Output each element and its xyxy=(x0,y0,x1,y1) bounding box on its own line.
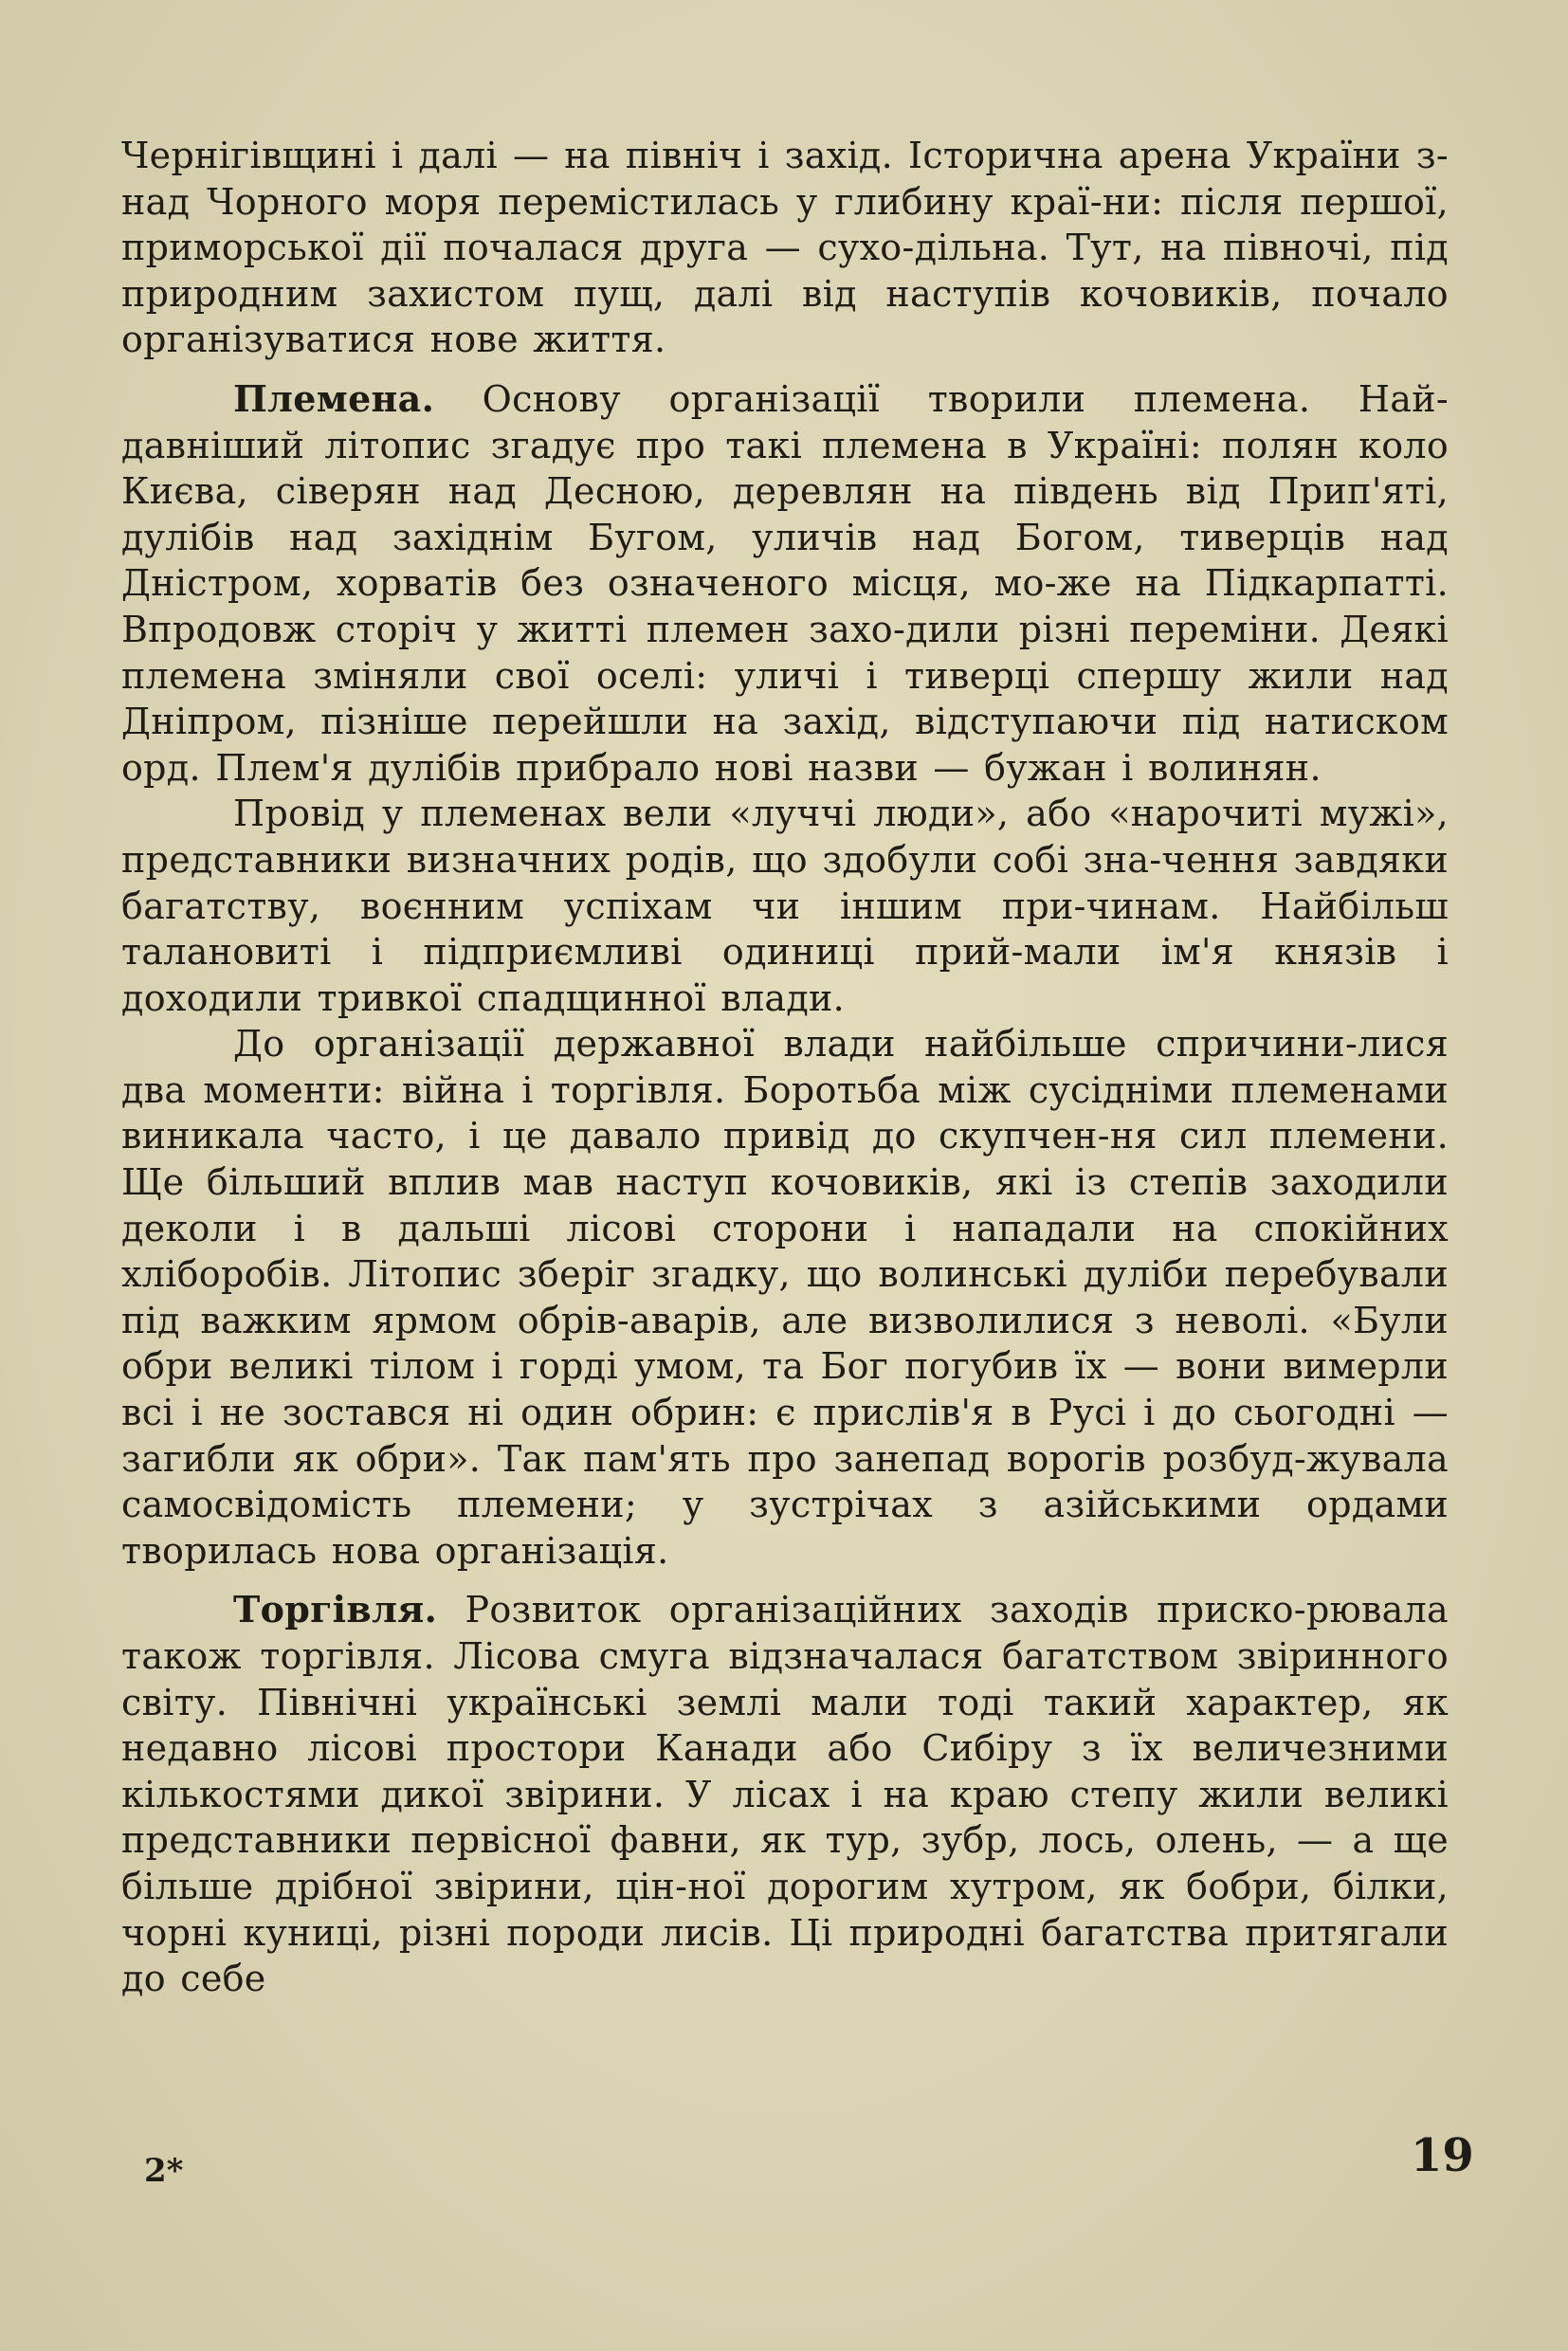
paragraph-5 xyxy=(121,1587,1449,2001)
paragraph-1 xyxy=(121,133,1449,363)
paragraph-text: До організації державної влади найбільше спричини-лися два моменти: війна і торгівля. Боротьба між сусідніми племенами виникала часто, і це давало привід до скупчен-ня сил племени. Ще більший вплив мав наступ кочовиків, які із степів заходили деколи і в дальші лісові сторони і нападали на спокійних хліборобів. Літопис зберіг згадку, що волинські дуліби перебували під важким ярмом обрів-аварів, але визволилися з неволі. «Були обри великі тілом і горді умом, та Бог погубив їх — вони вимерли всі і не зостався ні один обрин: є прислів'я в Русі і до сьогодні — загибли як обри». Так пам'ять про занепад ворогів розбуд-жувала самосвідомість племени; у зустрічах з азійськими ордами творилась нова організація. xyxy=(121,1023,1449,1572)
body-text xyxy=(121,133,1449,2002)
paragraph-3 xyxy=(121,791,1449,1021)
section-heading-tribes: Племена. xyxy=(233,376,435,420)
paragraph-text: Розвиток організаційних заходів приско-рювала також торгівля. Лісова смуга відзначалася багатством звіринного світу. Північні українські землі мали тоді такий характер, як недавно лісові простори Канади або Сибіру з їх величезними кількостями дикої звірини. У лісах і на краю степу жили великі представники первісної фавни, як тур, зубр, лось, олень, — а ще більше дрібної звірини, цін-ної дорогим хутром, як бобри, білки, чорні куниці, різні породи лисів. Ці природні багатства притягали до себе xyxy=(121,1589,1449,2000)
section-heading-trade: Торгівля. xyxy=(233,1588,438,1631)
paragraph-text: Основу організації творили племена. Най-давніший літопис згадує про такі племена в Україні: полян коло Києва, сіверян над Десною, деревлян на південь від Прип'яті, дулібів над західнім Бугом, уличів над Богом, тиверців над Дністром, хорватів без означеного місця, мо-же на Підкарпатті. Впродовж сторіч у житті племен захо-дили різні переміни. Деякі племена зміняли свої оселі: уличі і тиверці спершу жили над Дніпром, пізніше перейшли на захід, відступаючи під натиском орд. Плем'я дулібів прибрало нові назви — бужан і волинян. xyxy=(121,377,1449,789)
page-number: 19 xyxy=(1411,2129,1474,2182)
signature-mark: 2* xyxy=(144,2152,184,2190)
paragraph-text: Провід у племенах вели «луччі люди», або «нарочиті мужі», представники визначних родів, що здобули собі зна-чення завдяки багатству, воєнним успіхам чи іншим при-чинам. Найбільш талановиті і підприємливі одиниці прий-мали ім'я князів і доходили тривкої спадщинної влади. xyxy=(121,793,1449,1019)
paragraph-4 xyxy=(121,1021,1449,1574)
paragraph-text: Чернігівщині і далі — на північ і захід. Історична арена України з-над Чорного моря перемістилась у глибину краї-ни: після першої, приморської дії почалася друга — сухо-дільна. Тут, на півночі, під природним захистом пущ, далі від наступів кочовиків, почало організуватися нове життя. xyxy=(121,135,1449,361)
paragraph-2 xyxy=(121,376,1449,791)
